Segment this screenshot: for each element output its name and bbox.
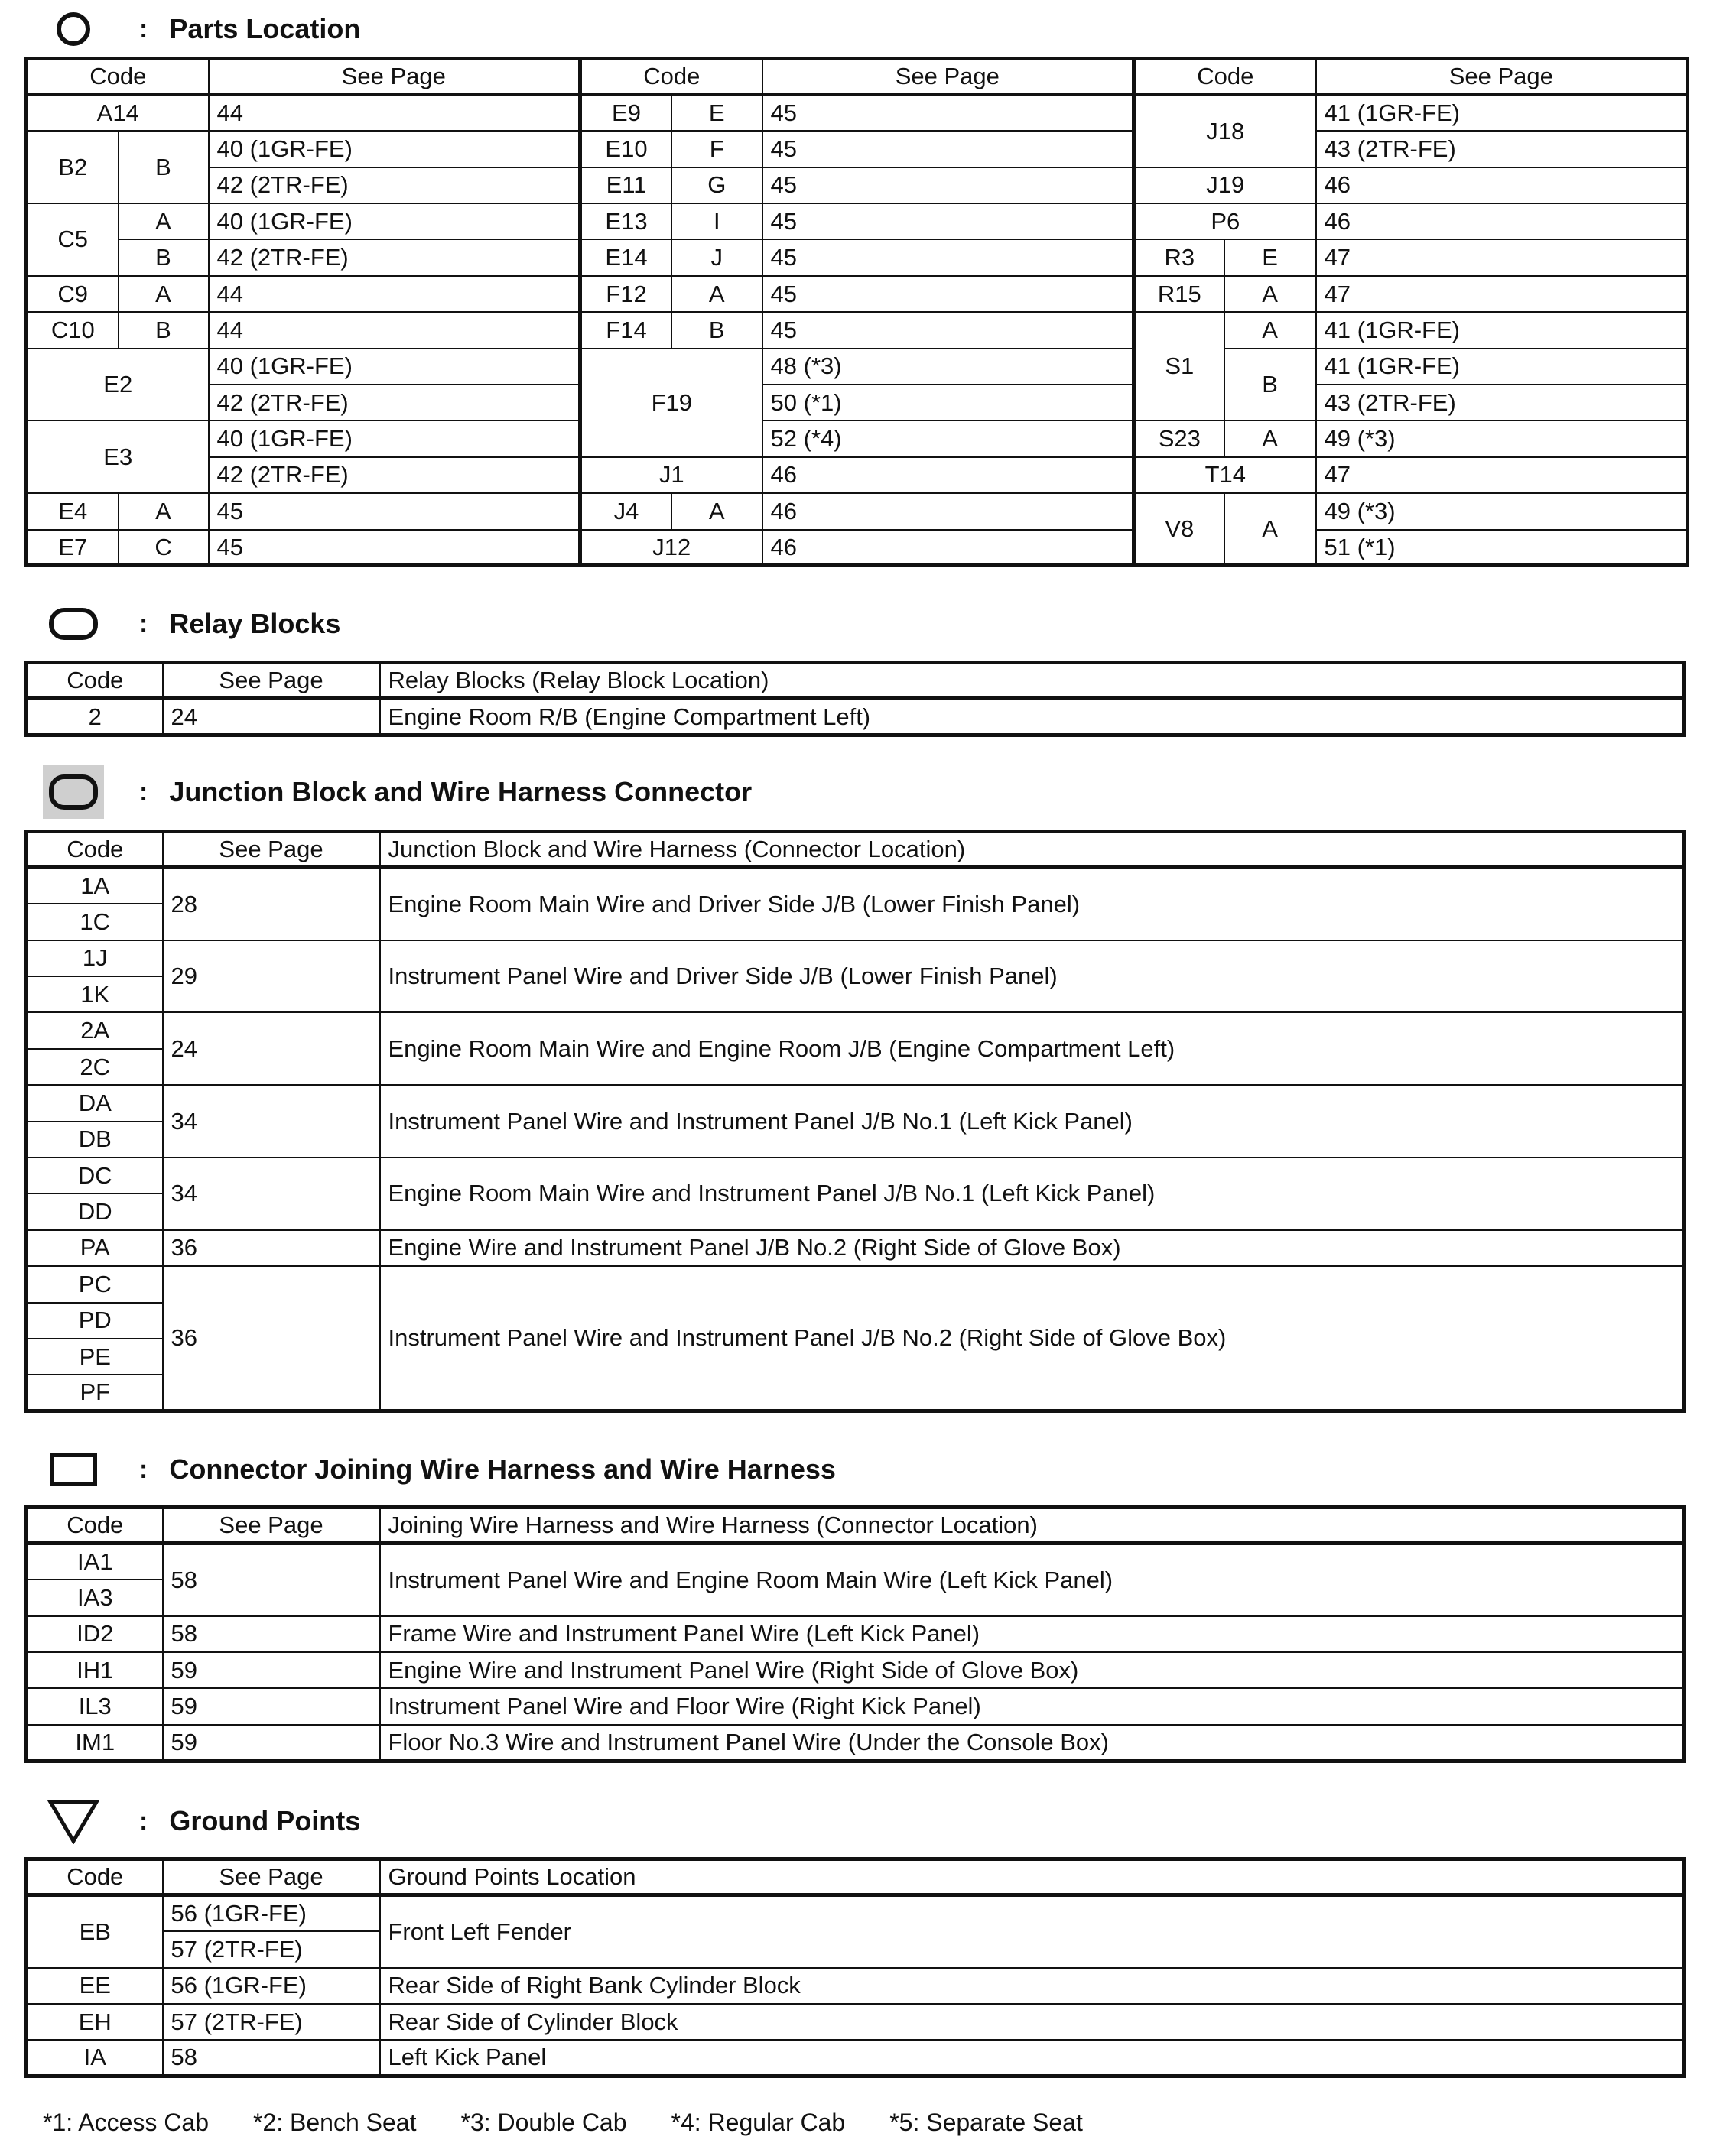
connector-joining-table: Code See Page Joining Wire Harness and Wire Harness (Connector Location) IA1 58 Instrument Panel Wire and Engine Room Main Wire (Left Kick Panel) IA3 ID2 58 Frame Wire and Instrument Panel Wire (Left Kick Panel) IH1 59 Engine Wire and Instrument Panel Wire (Right Side of Glove Box) IL3 59 Instrument Panel Wire and Floor Wire (Right Kick Panel) IM1 59 Floor No.3 Wire and Instrument Panel Wire (Under the Console Box) — [24, 1505, 1686, 1763]
circle-icon — [43, 8, 104, 50]
footnote: *3: Double Cab — [460, 2109, 627, 2136]
table-row: 42 (2TR-FE) E11 G 45 J19 46 — [27, 167, 1688, 203]
table-row: 1K — [27, 976, 1684, 1012]
junction-block-heading: : Junction Block and Wire Harness Connector — [43, 769, 752, 815]
table-row: PF — [27, 1375, 1684, 1411]
relay-blocks-title: Relay Blocks — [169, 608, 341, 639]
table-row: ID2 58 Frame Wire and Instrument Panel Wire (Left Kick Panel) — [27, 1616, 1684, 1652]
table-row: 2C — [27, 1049, 1684, 1085]
table-row: 42 (2TR-FE) J1 46 T14 47 — [27, 457, 1688, 493]
table-row: EH 57 (2TR-FE) Rear Side of Cylinder Block — [27, 2004, 1684, 2040]
table-row: 1C — [27, 904, 1684, 940]
table-row: PE — [27, 1339, 1684, 1375]
table-row: IA 58 Left Kick Panel — [27, 2040, 1684, 2076]
table-row: EE 56 (1GR-FE) Rear Side of Right Bank Cylinder Block — [27, 1968, 1684, 2004]
table-row: PD — [27, 1303, 1684, 1339]
junction-block-title: Junction Block and Wire Harness Connector — [169, 776, 753, 807]
table-row: IM1 59 Floor No.3 Wire and Instrument Panel Wire (Under the Console Box) — [27, 1725, 1684, 1761]
table-row: IA1 58 Instrument Panel Wire and Engine Room Main Wire (Left Kick Panel) — [27, 1544, 1684, 1580]
table-row: E4 A 45 J4 A 46 V8 A 49 (*3) — [27, 493, 1688, 529]
table-row: IH1 59 Engine Wire and Instrument Panel Wire (Right Side of Glove Box) — [27, 1652, 1684, 1688]
table-row: DD — [27, 1193, 1684, 1229]
shaded-rounded-rect-icon — [43, 771, 104, 813]
table-row: C10 B 44 F14 B 45 S1 A 41 (1GR-FE) — [27, 312, 1688, 348]
parts-location-table: Code See Page Code See Page Code See Page A14 44 E9 E 45 J18 41 (1GR-FE) B2 B 40 (1GR-FE) E10 F 45 43 (2TR-FE) 42 (2TR-FE) E11 G 45 J19 46 C5 A 40 (1GR-FE) E13 I 45 P6 46 B 42 (2TR-FE) E14 J 45 R3 E 47 C9 A 44 F12 A 45 R15 A 47 C10 B 44 F14 B 45 S1 A 41 (1GR-FE) E2 40 (1GR-FE) F19 48 (*3) B 41 (1GR-FE) 42 (2TR-FE) 50 (*1) 43 (2TR-FE) E3 40 (1GR-FE) 52 (*4) S23 A 49 (*3) 42 (2TR-FE) J1 46 T14 47 E4 A 45 J4 A 46 V8 A 49 (*3) E7 C 45 J12 46 51 (*1) — [24, 57, 1689, 567]
table-row: EB 56 (1GR-FE) Front Left Fender — [27, 1895, 1684, 1931]
table-row: A14 44 E9 E 45 J18 41 (1GR-FE) — [27, 95, 1688, 131]
table-row: 42 (2TR-FE) 50 (*1) 43 (2TR-FE) — [27, 385, 1688, 420]
table-row: E3 40 (1GR-FE) 52 (*4) S23 A 49 (*3) — [27, 420, 1688, 456]
ground-points-title: Ground Points — [169, 1805, 361, 1836]
table-row: 1A 28 Engine Room Main Wire and Driver Side J/B (Lower Finish Panel) — [27, 868, 1684, 904]
table-row: E7 C 45 J12 46 51 (*1) — [27, 530, 1688, 566]
table-row: 2A 24 Engine Room Main Wire and Engine Room J/B (Engine Compartment Left) — [27, 1012, 1684, 1048]
table-row: 2 24 Engine Room R/B (Engine Compartment Left) — [27, 699, 1684, 735]
rounded-rect-icon — [43, 602, 104, 645]
table-row: DA 34 Instrument Panel Wire and Instrument Panel J/B No.1 (Left Kick Panel) — [27, 1085, 1684, 1121]
table-row: PC 36 Instrument Panel Wire and Instrument Panel J/B No.2 (Right Side of Glove Box) — [27, 1266, 1684, 1302]
connector-joining-heading: : Connector Joining Wire Harness and Wire Harness — [43, 1447, 836, 1492]
square-icon — [43, 1448, 104, 1491]
table-row: B 42 (2TR-FE) E14 J 45 R3 E 47 — [27, 239, 1688, 275]
table-row: E2 40 (1GR-FE) F19 48 (*3) B 41 (1GR-FE) — [27, 349, 1688, 385]
table-row: IL3 59 Instrument Panel Wire and Floor Wire (Right Kick Panel) — [27, 1688, 1684, 1724]
ground-points-heading: : Ground Points — [43, 1798, 360, 1844]
connector-joining-title: Connector Joining Wire Harness and Wire Harness — [169, 1453, 836, 1485]
footnote: *4: Regular Cab — [671, 2109, 846, 2136]
parts-location-title: Parts Location — [169, 13, 361, 44]
footnote: *2: Bench Seat — [253, 2109, 417, 2136]
table-row: DC 34 Engine Room Main Wire and Instrument Panel J/B No.1 (Left Kick Panel) — [27, 1158, 1684, 1193]
relay-blocks-heading: : Relay Blocks — [43, 601, 340, 647]
footnote: *1: Access Cab — [43, 2109, 209, 2136]
table-row: IA3 — [27, 1580, 1684, 1615]
footnotes — [43, 2109, 1687, 2137]
table-row: 57 (2TR-FE) — [27, 1931, 1684, 1967]
footnote: *5: Separate Seat — [889, 2109, 1083, 2136]
relay-blocks-table: Code See Page Relay Blocks (Relay Block Location) 2 24 Engine Room R/B (Engine Compartment Left) — [24, 661, 1686, 737]
parts-location-heading: : Parts Location — [43, 6, 360, 52]
junction-block-table: Code See Page Junction Block and Wire Harness (Connector Location) 1A 28 Engine Room Main Wire and Driver Side J/B (Lower Finish Panel) 1C 1J 29 Instrument Panel Wire and Driver Side J/B (Lower Finish Panel) 1K 2A 24 Engine Room Main Wire and Engine Room J/B (Engine Compartment Left) 2C DA 34 Instrument Panel Wire and Instrument Panel J/B No.1 (Left Kick Panel) DB DC 34 Engine Room Main Wire and Instrument Panel J/B No.1 (Left Kick Panel) DD PA 36 Engine Wire and Instrument Panel J/B No.2 (Right Side of Glove Box) PC 36 Instrument Panel Wire and Instrument Panel J/B No.2 (Right Side of Glove Box) PD PE PF — [24, 830, 1686, 1413]
table-row: C9 A 44 F12 A 45 R15 A 47 — [27, 276, 1688, 312]
table-row: 1J 29 Instrument Panel Wire and Driver Side J/B (Lower Finish Panel) — [27, 940, 1684, 976]
ground-points-table: Code See Page Ground Points Location EB 56 (1GR-FE) Front Left Fender 57 (2TR-FE) EE 56 (1GR-FE) Rear Side of Right Bank Cylinder Block EH 57 (2TR-FE) Rear Side of Cylinder Block IA 58 Left Kick Panel — [24, 1857, 1686, 2078]
table-row: DB — [27, 1122, 1684, 1158]
table-row: B2 B 40 (1GR-FE) E10 F 45 43 (2TR-FE) — [27, 131, 1688, 167]
table-row: PA 36 Engine Wire and Instrument Panel J/B No.2 (Right Side of Glove Box) — [27, 1230, 1684, 1266]
table-row: C5 A 40 (1GR-FE) E13 I 45 P6 46 — [27, 203, 1688, 239]
triangle-icon — [43, 1800, 104, 1843]
